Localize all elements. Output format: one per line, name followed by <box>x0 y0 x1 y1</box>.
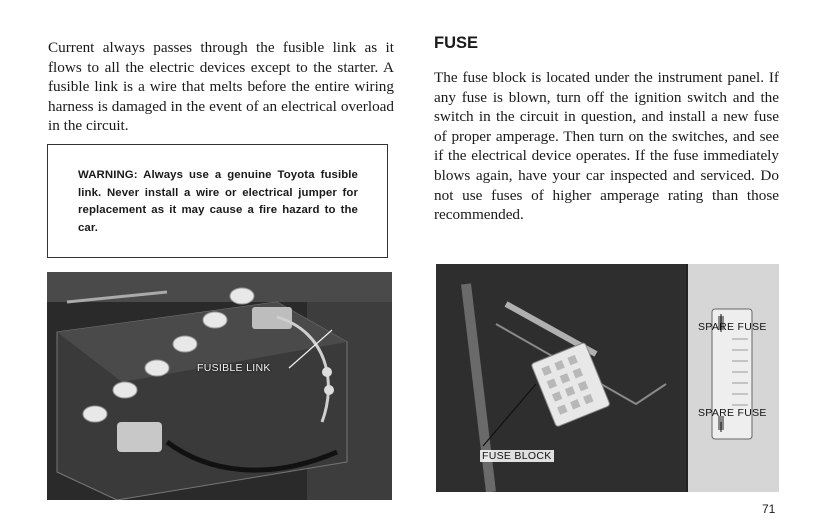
fuse-block-label: FUSE BLOCK <box>482 450 552 462</box>
spare-fuse-label-top: SPARE FUSE <box>698 321 767 333</box>
page-number: 71 <box>762 502 776 516</box>
section-heading: FUSE <box>434 34 479 52</box>
battery-illustration <box>47 272 392 500</box>
warning-text: WARNING: Always use a genuine Toyota fusible link. Never install a wire or electrical jumper for replacement as it may cause a fire hazard to the car. <box>78 169 358 234</box>
warning-box <box>47 144 388 258</box>
intro-paragraph: Current always passes through the fusible link as it flows to all the electric devices except to the starter. A fusible link is a wire that melts before the entire wiring harness is damaged in the event of an electrical overload in the circuit. <box>48 39 394 135</box>
fusible-link-label: FUSIBLE LINK <box>197 362 271 374</box>
fuse-paragraph: The fuse block is located under the instrument panel. If any fuse is blown, turn off the ignition switch and the switch in the circuit in question, and install a new fuse of proper amperage. Then turn on the switches, and see if the electrical device operates. If the fuse immediately blows again, have your car inspected and serviced. Do not use fuses of higher amperage rating than those recommended. <box>434 69 779 224</box>
battery-photo <box>47 272 392 500</box>
spare-fuse-label-bottom: SPARE FUSE <box>698 407 767 419</box>
fuse-block-photo <box>436 264 779 492</box>
